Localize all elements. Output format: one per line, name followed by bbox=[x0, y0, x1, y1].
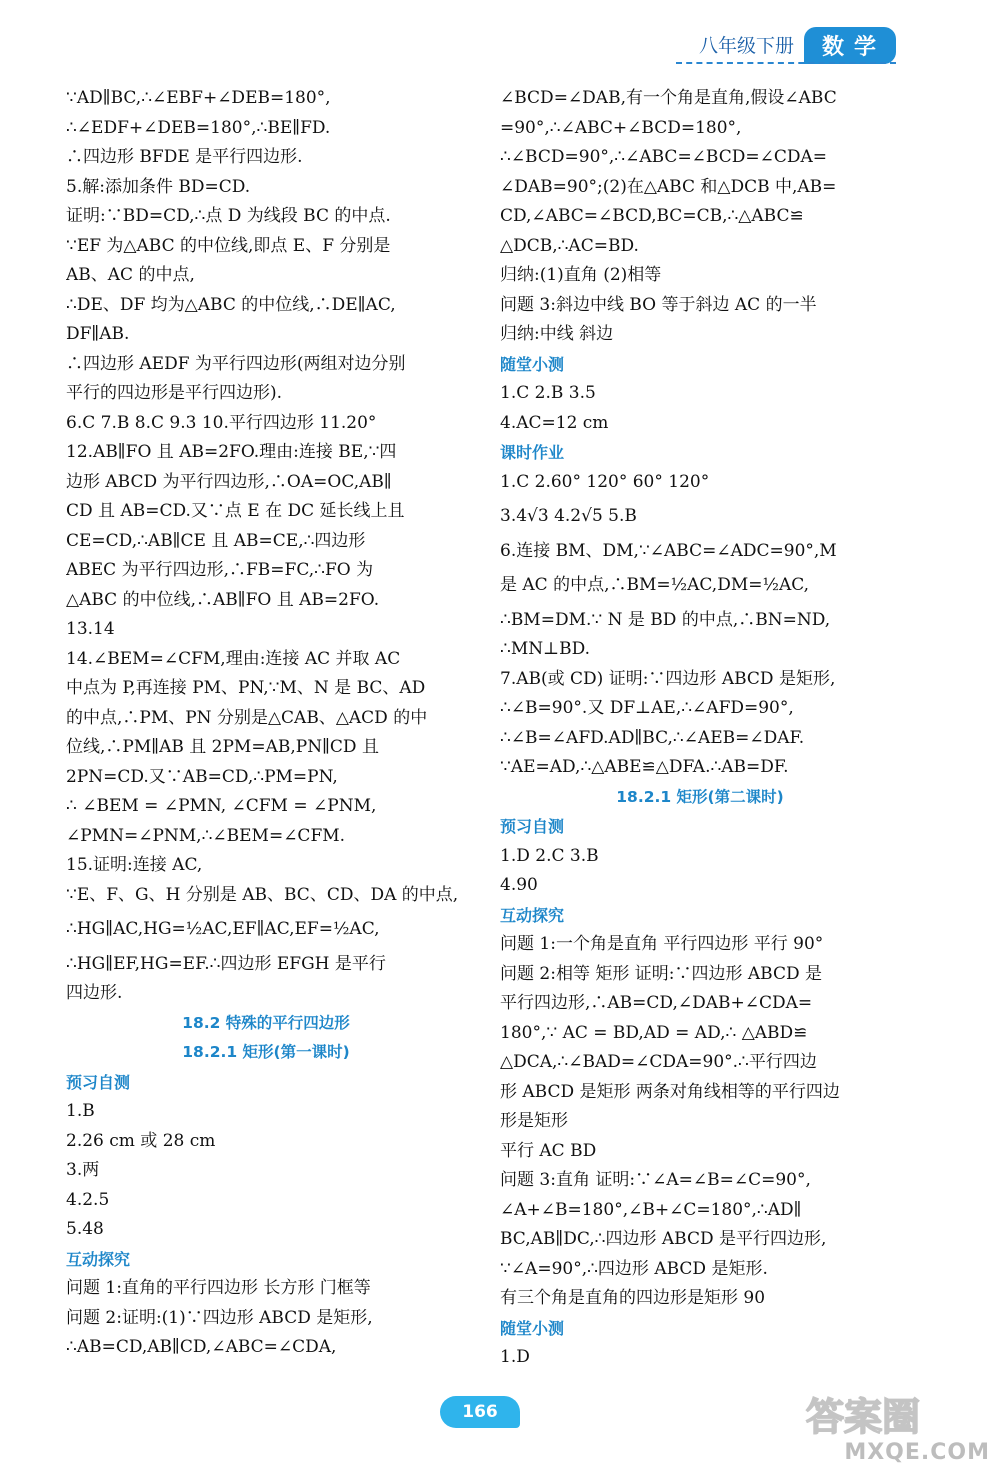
left-text-line: 13.14 bbox=[66, 619, 115, 639]
left-text-line: 四边形. bbox=[66, 983, 123, 1003]
left-text-line: AB、AC 的中点, bbox=[66, 265, 195, 285]
left-text-line: DF∥AB. bbox=[66, 324, 130, 344]
right-text-line: 形是矩形 bbox=[500, 1111, 568, 1131]
right-section-heading: 随堂小测 bbox=[500, 354, 565, 374]
left-text-line: CD 且 AB=CD.又∵点 E 在 DC 延长线上且 bbox=[66, 501, 405, 521]
right-text-line: 1.C 2.B 3.5 bbox=[500, 383, 596, 403]
right-text-line: 1.D 2.C 3.B bbox=[500, 845, 599, 866]
left-text-line: △ABC 的中位线,∴AB∥FO 且 AB=2FO. bbox=[66, 589, 380, 610]
left-text-line: 边形 ABCD 为平行四边形,∴OA=OC,AB∥ bbox=[66, 471, 392, 492]
right-text-line: 4.90 bbox=[500, 875, 538, 895]
subject-badge: 数学 bbox=[804, 27, 896, 64]
left-column bbox=[66, 84, 466, 1363]
left-text-line: 的中点,∴PM、PN 分别是△CAB、△ACD 的中 bbox=[66, 707, 428, 728]
watermark-logo bbox=[802, 1392, 992, 1438]
right-text-line: 问题 2:相等 矩形 证明:∵四边形 ABCD 是 bbox=[500, 963, 823, 984]
left-text-line: 证明:∵BD=CD,∴点 D 为线段 BC 的中点. bbox=[66, 206, 391, 226]
right-text-line: ∴∠B=∠AFD.AD∥BC,∴∠AEB=∠DAF. bbox=[500, 727, 805, 748]
left-text-line: 2PN=CD.又∵AB=CD,∴PM=PN, bbox=[66, 766, 338, 787]
left-text-line: ∵EF 为△ABC 的中位线,即点 E、F 分别是 bbox=[66, 235, 391, 256]
left-text-line: 6.C 7.B 8.C 9.3 10.平行四边形 11.20° bbox=[66, 412, 377, 433]
right-text-line: ∴∠BCD=90°,∴∠ABC=∠BCD=∠CDA= bbox=[500, 147, 828, 167]
right-text-line: 1.C 2.60° 120° 60° 120° bbox=[500, 471, 710, 492]
watermark-logo-text: 答案圈 bbox=[806, 1395, 921, 1438]
right-text-line: 180°,∵ AC = BD,AD = AD,∴ △ABD≌ bbox=[500, 1022, 808, 1043]
left-text-line: ∴四边形 AEDF 为平行四边形(两组对边分别 bbox=[66, 353, 406, 374]
left-text-line: ∴四边形 BFDE 是平行四边形. bbox=[66, 147, 303, 167]
right-text-line: ∠BCD=∠DAB,有一个角是直角,假设∠ABC bbox=[500, 88, 837, 108]
left-section-heading: 互动探究 bbox=[66, 1249, 131, 1269]
right-section-heading: 互动探究 bbox=[500, 905, 565, 925]
right-text-line: 平行 AC BD bbox=[500, 1140, 597, 1161]
left-text-line: 4.2.5 bbox=[66, 1189, 110, 1210]
left-chapter-title: 18.2 特殊的平行四边形 bbox=[182, 1013, 350, 1032]
left-text-line: 问题 2:证明:(1)∵四边形 ABCD 是矩形, bbox=[66, 1307, 373, 1328]
right-text-line: CD,∠ABC=∠BCD,BC=CB,∴△ABC≌ bbox=[500, 206, 804, 226]
left-text-line: ∴HG∥EF,HG=EF.∴四边形 EFGH 是平行 bbox=[66, 953, 386, 974]
right-text-line: 问题 1:一个角是直角 平行四边形 平行 90° bbox=[500, 934, 824, 954]
right-text-line: ∵AE=AD,∴△ABE≌△DFA.∴AB=DF. bbox=[500, 757, 789, 777]
left-text-line: 位线,∴PM∥AB 且 2PM=AB,PN∥CD 且 bbox=[66, 737, 379, 757]
right-text-line: ∵∠A=90°,∴四边形 ABCD 是矩形. bbox=[500, 1258, 768, 1279]
left-text-line: 平行的四边形是平行四边形). bbox=[66, 383, 283, 403]
left-chapter-title: 18.2.1 矩形(第一课时) bbox=[182, 1043, 350, 1061]
page-header bbox=[699, 24, 896, 64]
left-section-heading: 预习自测 bbox=[66, 1072, 131, 1092]
header-divider bbox=[676, 62, 896, 64]
left-text-line: ABEC 为平行四边形,∴FB=FC,∴FO 为 bbox=[66, 560, 374, 580]
right-column bbox=[500, 84, 900, 1373]
right-text-line: 7.AB(或 CD) 证明:∵四边形 ABCD 是矩形, bbox=[500, 668, 836, 689]
right-text-line: 归纳:(1)直角 (2)相等 bbox=[500, 265, 662, 285]
right-text-line: ∠DAB=90°;(2)在△ABC 和△DCB 中,AB= bbox=[500, 176, 837, 197]
left-text-line: 15.证明:连接 AC, bbox=[66, 855, 203, 875]
grade-label: 八年级下册 bbox=[698, 35, 794, 57]
left-text-line: 中点为 P,再连接 PM、PN,∵M、N 是 BC、AD bbox=[66, 678, 426, 698]
page-number: 166 bbox=[440, 1396, 520, 1428]
watermark-url: MXQE.COM bbox=[844, 1440, 990, 1465]
right-text-line: 形 ABCD 是矩形 两条对角线相等的平行四边 bbox=[500, 1081, 840, 1102]
left-text-line: CE=CD,∴AB∥CE 且 AB=CE,∴四边形 bbox=[66, 530, 366, 551]
right-text-line: 有三个角是直角的四边形是矩形 90 bbox=[500, 1288, 766, 1308]
left-text-line: 2.26 cm 或 28 cm bbox=[66, 1130, 216, 1151]
left-text-line: ∴∠EDF+∠DEB=180°,∴BE∥FD. bbox=[66, 117, 331, 138]
right-section-heading: 随堂小测 bbox=[500, 1318, 565, 1338]
left-text-line: ∵E、F、G、H 分别是 AB、BC、CD、DA 的中点, bbox=[66, 884, 459, 905]
right-text-line: ∠A+∠B=180°,∠B+∠C=180°,∴AD∥ bbox=[500, 1199, 802, 1220]
right-text-line: ∴BM=DM.∵ N 是 BD 的中点,∴BN=ND, bbox=[500, 609, 831, 630]
right-text-line: 3.4√3 4.2√5 5.B bbox=[500, 506, 637, 526]
right-text-line: 归纳:中线 斜边 bbox=[500, 324, 614, 344]
right-text-line: △DCA,∴∠BAD=∠CDA=90°.∴平行四边 bbox=[500, 1052, 817, 1072]
left-text-line: ∴HG∥AC,HG=½AC,EF∥AC,EF=½AC, bbox=[66, 919, 380, 939]
left-text-line: 14.∠BEM=∠CFM,理由:连接 AC 并取 AC bbox=[66, 648, 401, 669]
left-text-line: ∵AD∥BC,∴∠EBF+∠DEB=180°, bbox=[66, 88, 331, 108]
right-text-line: 平行四边形,∴AB=CD,∠DAB+∠CDA= bbox=[500, 993, 813, 1013]
right-text-line: ∴∠B=90°.又 DF⊥AE,∴∠AFD=90°, bbox=[500, 698, 794, 718]
right-text-line: 1.D bbox=[500, 1347, 530, 1367]
left-text-line: ∴DE、DF 均为△ABC 的中位线,∴DE∥AC, bbox=[66, 294, 396, 315]
right-text-line: △DCB,∴AC=BD. bbox=[500, 235, 639, 256]
right-chapter-title: 18.2.1 矩形(第二课时) bbox=[616, 787, 784, 806]
left-text-line: 1.B bbox=[66, 1101, 95, 1121]
right-text-line: =90°,∴∠ABC+∠BCD=180°, bbox=[500, 117, 742, 138]
left-text-line: ∴ ∠BEM = ∠PMN, ∠CFM = ∠PNM, bbox=[66, 796, 377, 816]
left-text-line: 12.AB∥FO 且 AB=2FO.理由:连接 BE,∵四 bbox=[66, 442, 397, 462]
right-text-line: 是 AC 的中点,∴BM=½AC,DM=½AC, bbox=[500, 575, 810, 595]
left-text-line: 3.两 bbox=[66, 1160, 100, 1180]
right-text-line: 6.连接 BM、DM,∵∠ABC=∠ADC=90°,M bbox=[500, 540, 837, 561]
right-text-line: ∴MN⊥BD. bbox=[500, 639, 591, 659]
right-text-line: BC,AB∥DC,∴四边形 ABCD 是平行四边形, bbox=[500, 1229, 827, 1249]
left-text-line: 5.48 bbox=[66, 1219, 104, 1239]
left-text-line: ∠PMN=∠PNM,∴∠BEM=∠CFM. bbox=[66, 825, 346, 846]
right-section-heading: 课时作业 bbox=[500, 443, 565, 462]
left-text-line: 问题 1:直角的平行四边形 长方形 门框等 bbox=[66, 1278, 371, 1298]
right-text-line: 问题 3:斜边中线 BO 等于斜边 AC 的一半 bbox=[500, 294, 817, 315]
left-text-line: ∴AB=CD,AB∥CD,∠ABC=∠CDA, bbox=[66, 1337, 337, 1357]
right-text-line: 问题 3:直角 证明:∵∠A=∠B=∠C=90°, bbox=[500, 1170, 811, 1190]
left-text-line: 5.解:添加条件 BD=CD. bbox=[66, 176, 251, 197]
right-section-heading: 预习自测 bbox=[500, 817, 565, 836]
right-text-line: 4.AC=12 cm bbox=[500, 412, 609, 433]
